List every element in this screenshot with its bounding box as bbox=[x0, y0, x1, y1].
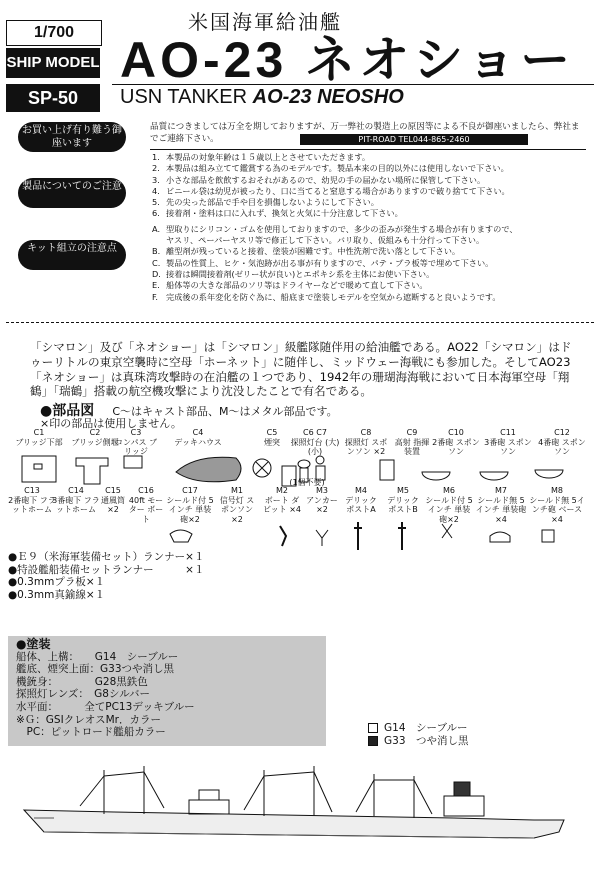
color-legend bbox=[368, 722, 469, 748]
part-note: (1個不要) bbox=[289, 478, 325, 487]
part-c15: C15 通風筒 ×2 bbox=[101, 486, 125, 514]
part-c12-drawing bbox=[535, 470, 563, 478]
rule-item: 4. ビニール袋は幼児が被ったり、口に当てると窒息する場合がありますので破り捨てて下さい。 bbox=[152, 185, 510, 196]
part-m4-drawing bbox=[354, 522, 362, 550]
paint-line: 船体、上構： G14 シーブルー bbox=[16, 650, 179, 663]
assembly-notes-label: キット組立の注意点 bbox=[18, 240, 126, 270]
paint-line: 機銃身： G28黒鉄色 bbox=[16, 675, 148, 688]
ship-model-badge: SHIP MODEL bbox=[6, 48, 100, 78]
rule-item: ヤスリ、ペーパーヤスリ等で修正して下さい。バリ取り、仮組みも十分行って下さい。 bbox=[166, 235, 485, 246]
part-c4: C4 デッキハウス bbox=[174, 428, 222, 447]
quality-notice: 品質につきましては万全を期しておりますが、万一弊社の製造上の原因等による不良が御座いましたら、弊社までご連絡下さい。 bbox=[150, 122, 580, 144]
rule-item: A. 型取りにシリコン・ゴムを使用しておりますので、多少の歪みが発生する場合が有りますので、 bbox=[152, 223, 518, 234]
rule-item: 6. 接着剤・塗料は口に入れず、換気と火気に十分注意して下さい。 bbox=[152, 208, 403, 219]
jp-subtitle: 米国海軍給油艦 bbox=[188, 10, 342, 34]
english-name: AO-23 NEOSHO bbox=[252, 86, 404, 108]
part-c13: C13 2番砲下 フラットホーム bbox=[8, 486, 56, 514]
part-m6: M6 シールド付 5インチ 単装砲×2 bbox=[425, 486, 473, 524]
part-m4: M4 デリック ポストA bbox=[345, 486, 377, 514]
part-c11-drawing bbox=[480, 472, 508, 480]
part-m1: M1 信号灯 スポンソン ×2 bbox=[219, 486, 255, 524]
parts-unused-note: ×印の部品は使用しません。 bbox=[40, 417, 182, 430]
part-c6-c7: C6 C7 探照灯台 (大)(小) bbox=[290, 428, 340, 456]
part-c12: C12 4番砲 スポンソン bbox=[538, 428, 586, 456]
part-c8: C8 探照灯 スポンソン ×2 bbox=[344, 428, 388, 456]
product-notes-label: 製品についてのご注意 bbox=[18, 178, 126, 208]
part-c17-drawing bbox=[170, 530, 192, 542]
rule-item: F. 完成後の系年変化を防ぐ為に、船底まで塗装しモデルを空気から遮断すると良いようです。 bbox=[152, 291, 501, 302]
runner-item: ●0.3mm真鍮線×１ bbox=[8, 588, 106, 601]
rule-item: E. 船体等の大きな部品のソリ等はドライヤーなどで暖めて直して下さい。 bbox=[152, 280, 428, 291]
rule-item: D. 接着は瞬間接着剤(ゼリー状が良い)とエポキシ系を主体にお使い下さい。 bbox=[152, 268, 435, 279]
paint-line: ※Ｇ：GSIクレオスMr．カラー bbox=[16, 713, 161, 726]
matte-black-swatch bbox=[368, 736, 378, 746]
paint-line: 水平面： 全てPC13デッキブルー bbox=[16, 700, 195, 713]
contact-badge: PIT-ROAD TEL044-865-2460 bbox=[300, 134, 528, 145]
part-c17: C17 シールド付 5インチ 単装砲×2 bbox=[166, 486, 214, 524]
rule-item: 2. 本製品は組み立てて鑑賞する為のモデルです。製品本来の目的以外には使用しないで下さい。 bbox=[152, 163, 509, 174]
part-m7: M7 シールド無 5インチ 単装砲×4 bbox=[475, 486, 527, 524]
part-c1: C1 ブリッジ下部 bbox=[15, 428, 63, 447]
part-c9-drawing bbox=[380, 460, 394, 480]
part-c9: C9 高射 指揮装置 bbox=[394, 428, 430, 456]
part-m2-drawing bbox=[280, 526, 286, 546]
paint-heading: ●塗装 bbox=[16, 637, 51, 651]
aft-superstructure bbox=[444, 796, 484, 816]
part-c5: C5 煙突 bbox=[264, 428, 280, 447]
english-subtitle bbox=[120, 86, 404, 109]
part-m2: M2 ボート ダビット ×4 bbox=[262, 486, 301, 514]
bridge bbox=[189, 800, 229, 814]
part-m8: M8 シールド無 5インチ砲 ベース×4 bbox=[529, 486, 585, 524]
runner-item: ●0.3mmプラ板×１ bbox=[8, 576, 106, 588]
ship-profile-drawing bbox=[14, 760, 574, 860]
english-prefix: USN TANKER bbox=[120, 86, 253, 108]
part-c8-drawing bbox=[316, 456, 324, 464]
part-c2-drawing bbox=[76, 458, 108, 484]
part-c2: C2 ブリッジ側堰 bbox=[71, 428, 119, 447]
part-c10: C10 2番砲 スポンソン bbox=[432, 428, 480, 456]
part-m7-drawing bbox=[490, 532, 510, 542]
sea-blue-swatch bbox=[368, 723, 378, 733]
part-c4-drawing bbox=[176, 457, 241, 482]
parts-title: ●部品図 bbox=[40, 403, 95, 419]
part-c7-drawing bbox=[298, 460, 310, 468]
part-c16: C16 40ft モーター ボート bbox=[128, 486, 164, 524]
parts-row-1-drawings bbox=[10, 450, 590, 490]
parts-legend: C～はキャスト部品、M～はメタル部品です。 bbox=[112, 405, 338, 418]
legend-item: G33 つや消し黒 bbox=[368, 735, 469, 748]
rule-item: B. 離型剤が残っていると接着、塗装が困難です。中性洗剤で洗い落として下さい。 bbox=[152, 246, 461, 257]
notice-divider bbox=[150, 149, 586, 150]
part-m5: M5 デリック ポストB bbox=[387, 486, 419, 514]
part-m3-drawing bbox=[316, 530, 328, 546]
thanks-label: お買い上げ有り難う御座います bbox=[18, 122, 126, 152]
part-m3: M3 アンカー ×2 bbox=[306, 486, 338, 514]
title-divider bbox=[112, 84, 594, 85]
part-c10-drawing bbox=[422, 472, 450, 480]
parts-row-2-drawings bbox=[10, 522, 590, 552]
rule-item: 1. 本製品の対象年齢は１５歳以上とさせていただきます。 bbox=[152, 152, 371, 162]
scale-badge: 1/700 bbox=[6, 20, 102, 46]
paint-guide bbox=[16, 638, 195, 739]
rule-item: C. 製品の性質上、ヒケ・気泡跡が出る事が有りますので、パテ・プラ板等で埋めて下さい。 bbox=[152, 257, 494, 268]
part-c11: C11 3番砲 スポンソン bbox=[484, 428, 532, 456]
part-c3-drawing bbox=[124, 456, 142, 468]
runner-item: ●特設艦船装備セットランナー ×１ bbox=[8, 563, 205, 576]
runner-item: ●Ｅ９（米海軍装備セット）ランナー×１ bbox=[8, 551, 205, 563]
legend-item: G14 シーブルー bbox=[368, 722, 469, 735]
part-c6-drawing bbox=[282, 466, 296, 486]
funnel bbox=[454, 782, 470, 796]
rules-list bbox=[152, 152, 592, 303]
product-code-badge: SP-50 bbox=[6, 84, 100, 112]
part-m8-drawing bbox=[542, 530, 554, 542]
paint-line: 艦底、煙突上面：G33つや消し黒 bbox=[16, 663, 174, 676]
part-c3: C3 コンパス ブリッジ bbox=[115, 428, 157, 456]
section-divider bbox=[6, 322, 594, 323]
part-m5-drawing bbox=[398, 522, 406, 550]
runner-list bbox=[8, 551, 204, 601]
page-title: AO-23 ネオショー bbox=[120, 32, 575, 88]
ship-description: 「シマロン」及び「ネオショー」は「シマロン」級艦隊随伴用の給油艦である。AO22「シマロン」はドゥーリトルの東京空襲時に空母「ホーネット」に随伴し、ミッドウェー海戦にも参加した。そしてAO23「ネオショー」は真珠湾攻撃時の在泊艦の１つであり、1942年の珊瑚海海戦において日本海軍空母「翔鶴」「瑞鶴」搭載の航空機攻撃により沈没したことで有名である。 bbox=[30, 340, 572, 399]
paint-line: PC：ピットロード艦船カラー bbox=[16, 726, 166, 739]
rule-item: 5. 先の尖った部品で手や目を損傷しないようにして下さい。 bbox=[152, 197, 379, 208]
part-m6-drawing bbox=[442, 524, 452, 538]
rule-item: 3. 小さな部品を飲飲するおそれがあるので、幼児の手の届かない場所に保管して下さい。 bbox=[152, 174, 486, 185]
hull bbox=[24, 810, 564, 838]
part-c1-detail bbox=[34, 464, 42, 469]
part-c14: C14 3番砲下 フラットホーム bbox=[52, 486, 100, 514]
paint-line: 探照灯レンズ： G8シルバー bbox=[16, 688, 150, 701]
